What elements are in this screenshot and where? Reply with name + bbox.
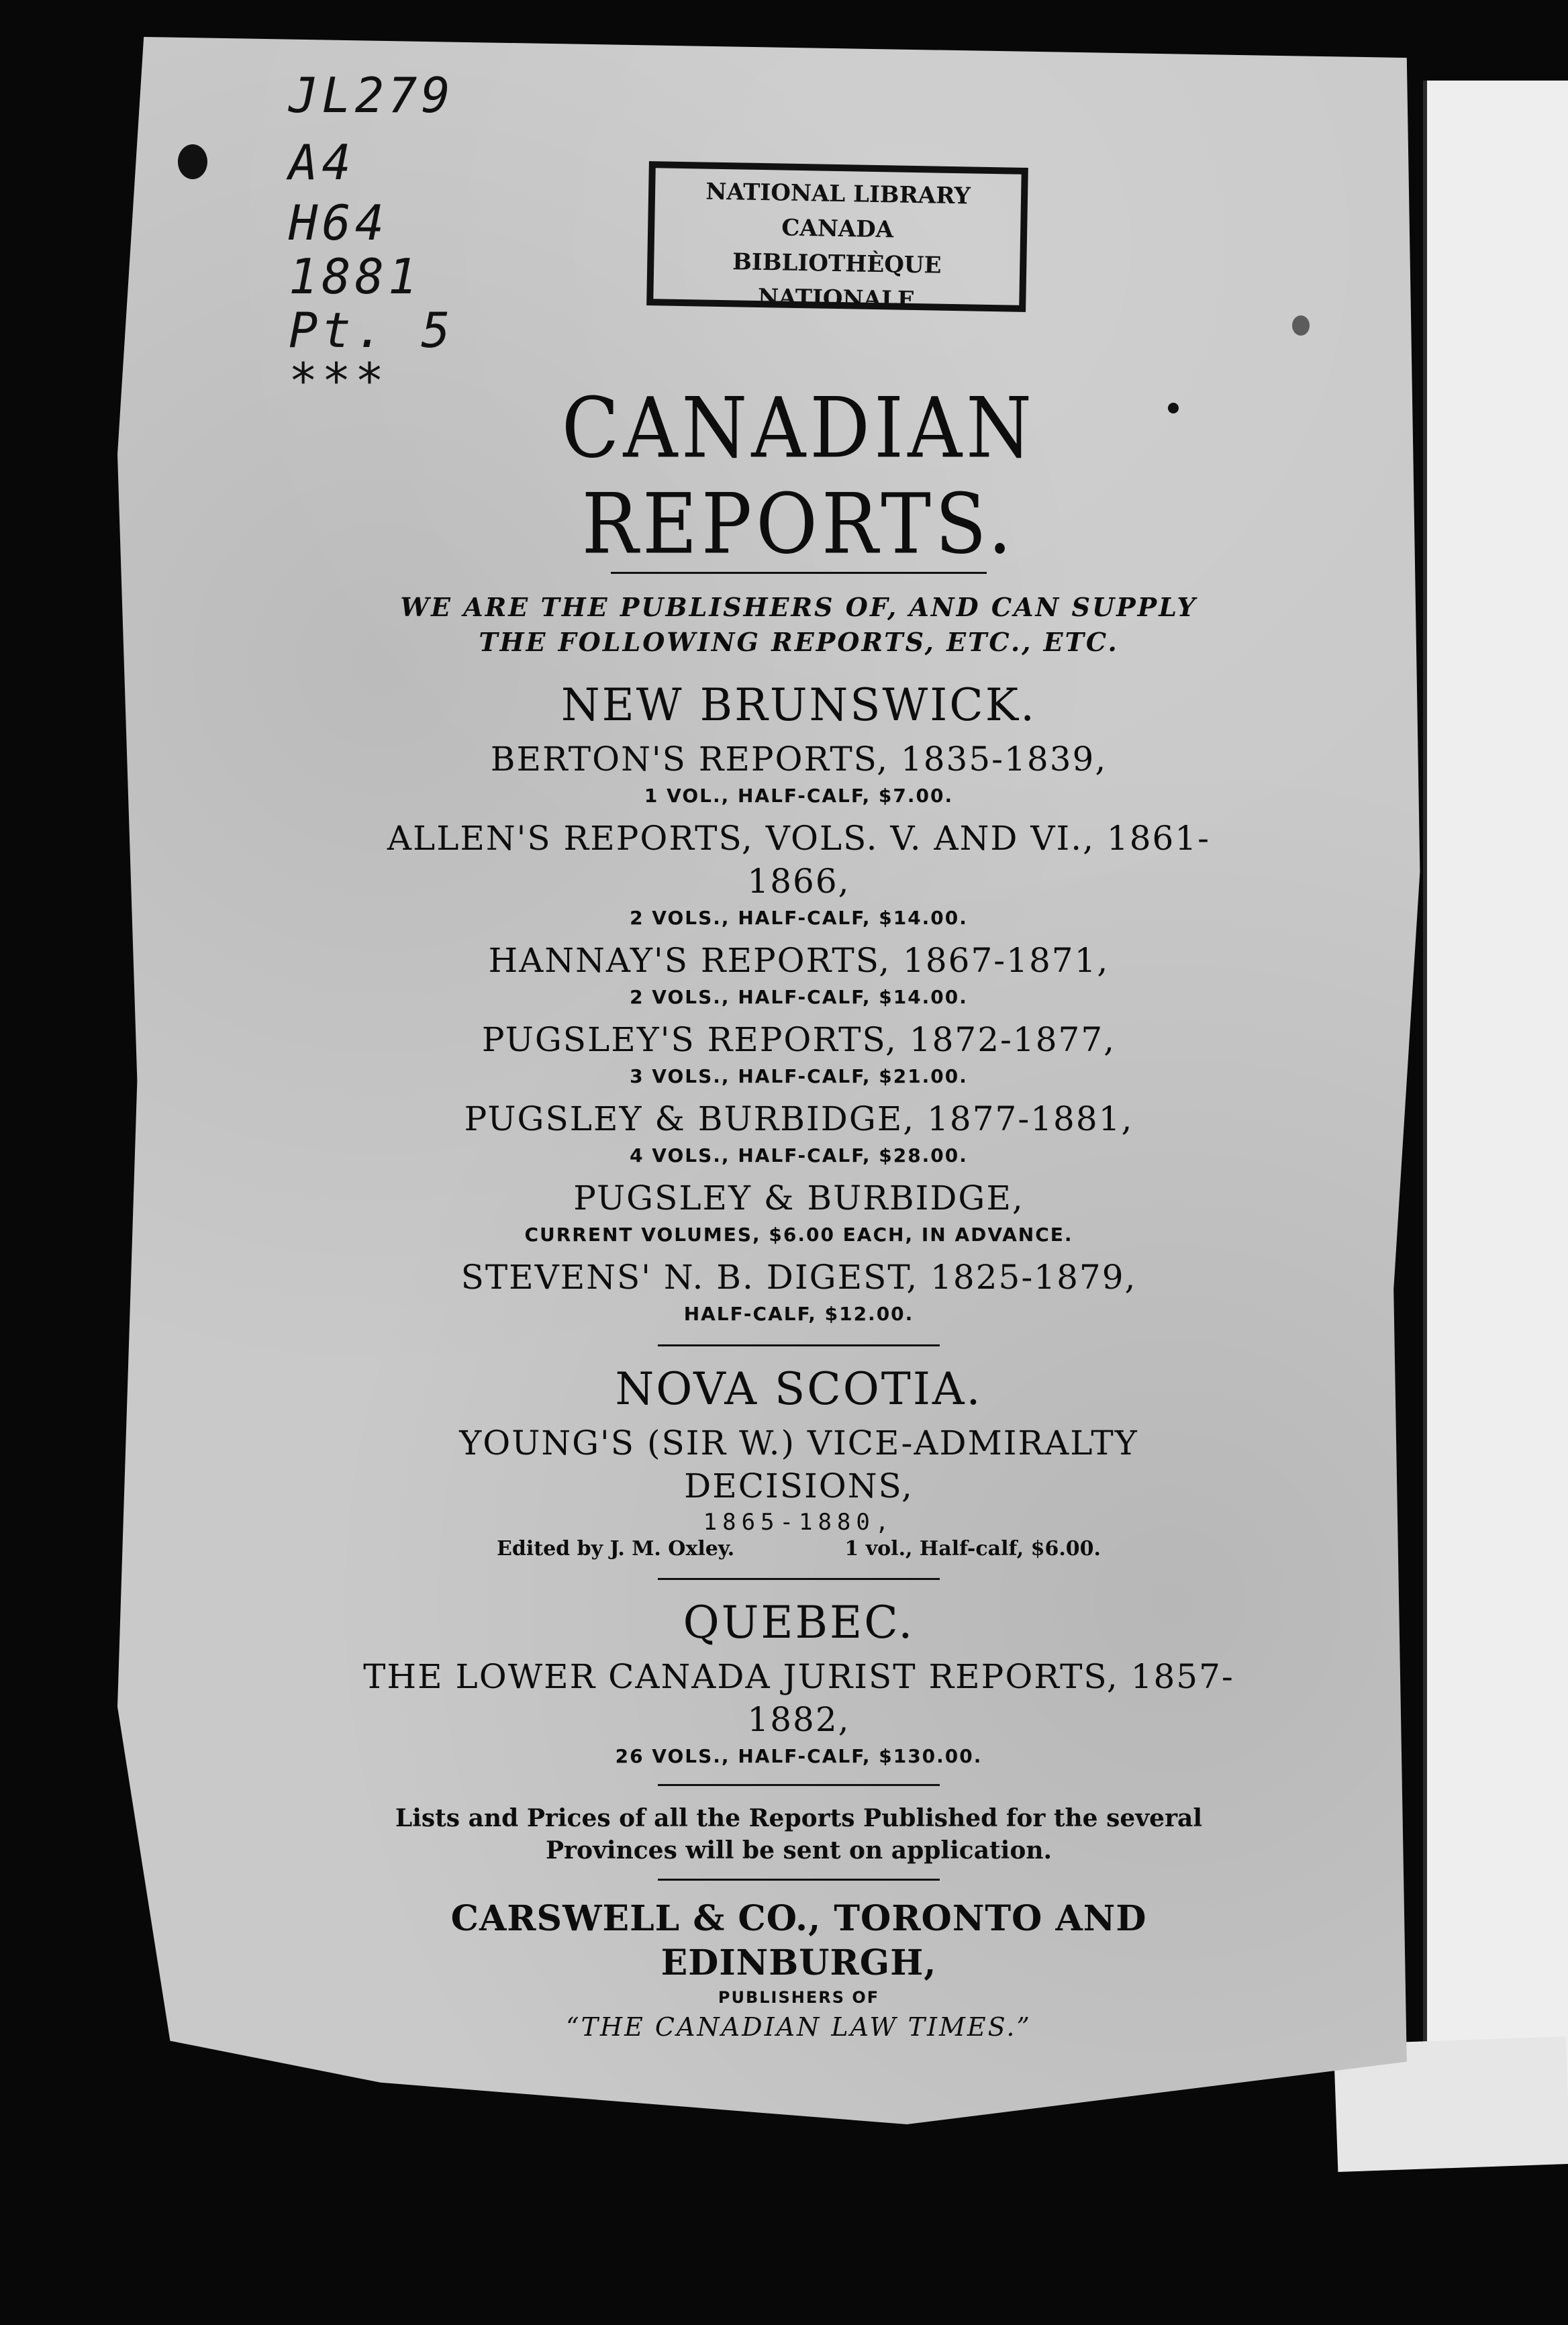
call-number-line: A4	[289, 134, 355, 191]
section-heading-nova-scotia: NOVA SCOTIA.	[615, 1363, 983, 1415]
report-price: HALF-CALF, $12.00.	[683, 1303, 914, 1325]
report-list-new-brunswick	[349, 738, 1248, 1330]
stamp-line: BIBLIOTHÈQUE NATIONALE	[732, 248, 942, 314]
advertisement-body	[349, 376, 1248, 2044]
publisher-subtitle: PUBLISHERS OF	[718, 1988, 880, 2007]
report-price: CURRENT VOLUMES, $6.00 EACH, IN ADVANCE.	[524, 1224, 1073, 1246]
report-price: 1 VOL., HALF-CALF, $7.00.	[644, 785, 954, 807]
report-price: 3 VOLS., HALF-CALF, $21.00.	[630, 1065, 968, 1087]
section-heading-quebec: QUEBEC.	[683, 1597, 915, 1648]
publisher-name: CARSWELL & CO., TORONTO AND EDINBURGH,	[450, 1898, 1147, 1983]
call-number-line: ***	[289, 352, 389, 409]
report-price: 2 VOLS., HALF-CALF, $14.00.	[630, 907, 968, 929]
call-number-line: 1881	[289, 248, 422, 305]
report-title: HANNAY'S REPORTS, 1867-1871,	[488, 941, 1110, 980]
ink-blot	[1292, 315, 1310, 336]
report-price: 2 VOLS., HALF-CALF, $14.00.	[630, 986, 968, 1008]
report-title: YOUNG'S (SIR W.) VICE-ADMIRALTY DECISIONS,	[459, 1424, 1138, 1505]
call-number-line: Pt. 5	[289, 302, 454, 358]
report-price: 1 vol., Half-calf, $6.00.	[844, 1537, 1101, 1561]
divider	[658, 1784, 940, 1786]
report-title: THE LOWER CANADA JURIST REPORTS, 1857-1882,	[363, 1657, 1234, 1739]
divider	[658, 1344, 940, 1346]
report-price: 26 VOLS., HALF-CALF, $130.00.	[615, 1745, 983, 1767]
report-editor-line	[497, 1537, 1101, 1561]
divider	[658, 1578, 940, 1580]
report-title: PUGSLEY & BURBIDGE,	[573, 1179, 1024, 1218]
ink-blot	[178, 144, 207, 179]
report-editor: Edited by J. M. Oxley.	[497, 1537, 735, 1561]
report-title: PUGSLEY & BURBIDGE, 1877-1881,	[464, 1099, 1134, 1138]
page-title: CANADIAN REPORTS.	[561, 381, 1036, 573]
report-title: STEVENS' N. B. DIGEST, 1825-1879,	[460, 1258, 1137, 1297]
adjacent-page-edge	[1423, 81, 1568, 2134]
stamp-line: NATIONAL LIBRARY	[705, 178, 971, 210]
stamp-line: CANADA	[781, 214, 894, 244]
report-price: 4 VOLS., HALF-CALF, $28.00.	[630, 1144, 968, 1167]
notice-line: Lists and Prices of all the Reports Published for the several	[395, 1804, 1203, 1832]
divider	[658, 1879, 940, 1881]
publisher-journal: “THE CANADIAN LAW TIMES.”	[566, 2012, 1032, 2042]
section-heading-new-brunswick: NEW BRUNSWICK.	[560, 679, 1037, 731]
intro-line: WE ARE THE PUBLISHERS OF, AND CAN SUPPLY	[400, 592, 1197, 622]
library-stamp	[646, 161, 1028, 312]
report-years: 1865-1880,	[703, 1509, 895, 1536]
report-title: PUGSLEY'S REPORTS, 1872-1877,	[481, 1020, 1116, 1059]
call-number-line: H64	[289, 195, 389, 251]
report-title: BERTON'S REPORTS, 1835-1839,	[490, 740, 1108, 779]
report-title: ALLEN'S REPORTS, VOLS. V. AND VI., 1861-1866,	[387, 819, 1211, 901]
notice-line: Provinces will be sent on application.	[545, 1836, 1052, 1865]
call-number-line: JL279	[289, 67, 454, 123]
intro-line: THE FOLLOWING REPORTS, ETC., ETC.	[479, 627, 1119, 657]
